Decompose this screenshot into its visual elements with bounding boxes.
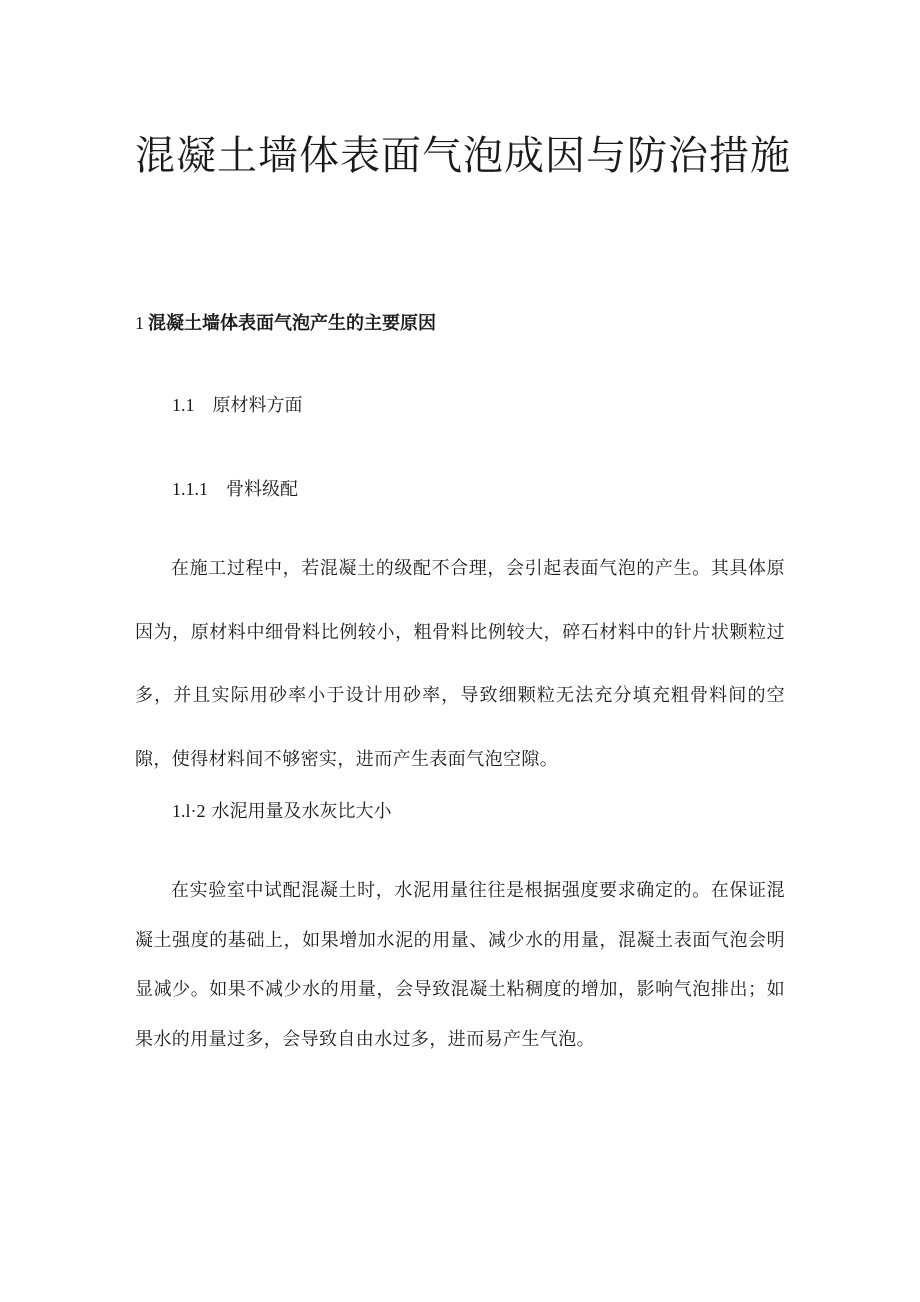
section-1-1-1-heading [172, 475, 298, 504]
section-1-1-number: 1.1 [172, 395, 195, 415]
paragraph-aggregate-grading: 在施工过程中，若混凝土的级配不合理，会引起表面气泡的产生。其具体原因为，原材料中细骨料比例较小，粗骨料比例较大，碎石材料中的针片状颗粒过多，并且实际用砂率小于设计用砂率，导致细颗粒无法充分填充粗骨料间的空隙，使得材料间不够密实，进而产生表面气泡空隙。 [135, 558, 785, 770]
section-1-title: 混凝土墙体表面气泡产生的主要原因 [148, 313, 436, 334]
document-title: 混凝土墙体表面气泡成因与防治措施 [135, 133, 791, 179]
section-1-1-2-heading [172, 797, 392, 826]
section-1-1-heading [172, 391, 303, 420]
section-1-1-2-number: 1.l·2 [172, 801, 206, 821]
section-1-1-2-title: 水泥用量及水灰比大小 [211, 801, 392, 822]
paragraph-cement-water-ratio: 在实验室中试配混凝土时，水泥用量往往是根据强度要求确定的。在保证混凝土强度的基础上，如果增加水泥的用量、减少水的用量，混凝土表面气泡会明显减少。如果不减少水的用量，会导致混凝土粘稠度的增加，影响气泡排出；如果水的用量过多，会导致自由水过多，进而易产生气泡。 [135, 880, 785, 1050]
section-1-1-1-number: 1.1.1 [172, 479, 208, 499]
section-1-number: 1 [135, 313, 144, 333]
section-1-1-1-title: 骨料级配 [226, 479, 298, 500]
section-1-heading [135, 309, 436, 338]
section-1-1-title: 原材料方面 [212, 395, 303, 416]
